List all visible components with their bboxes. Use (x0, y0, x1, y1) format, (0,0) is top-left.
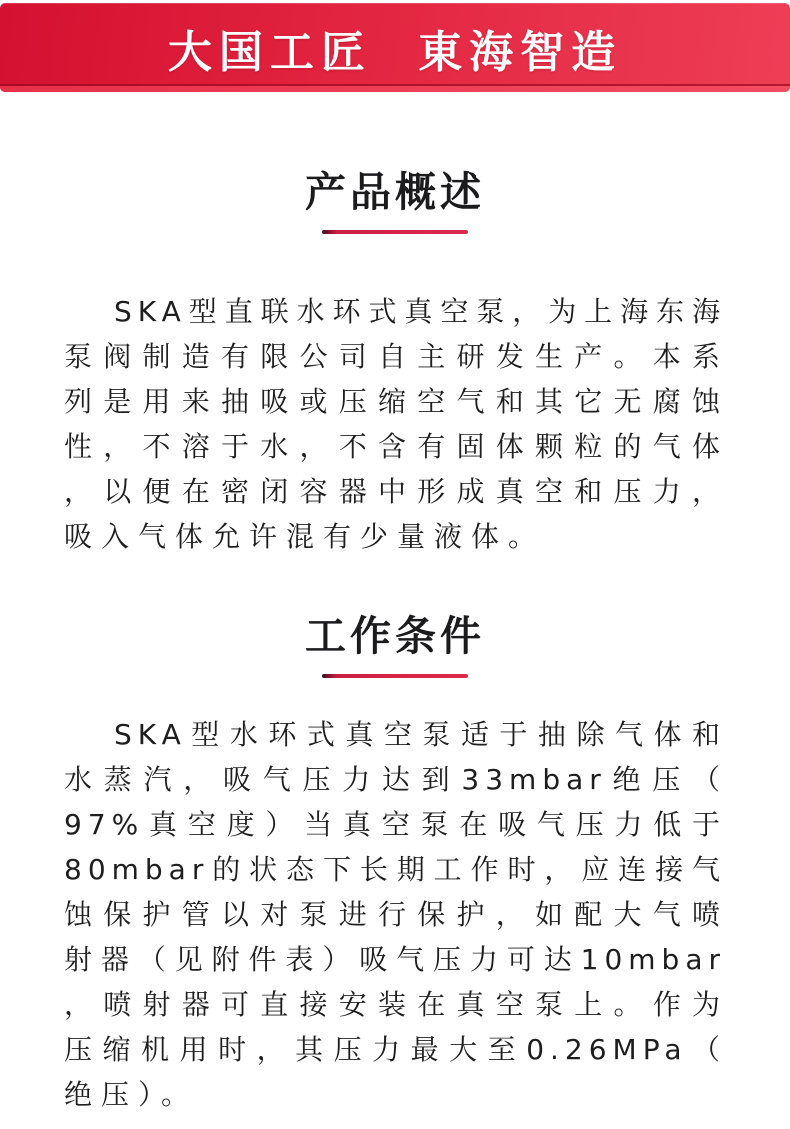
paragraph-line: 97%真空度）当真空泵在吸气压力低于 (64, 808, 726, 841)
paragraph-line: SKA型水环式真空泵适于抽除气体和 (114, 718, 726, 751)
section-heading-product-overview: 产品概述 (305, 168, 485, 216)
paragraph-line: 蚀保护管以对泵进行保护，如配大气喷 (64, 898, 726, 931)
heading-underline (322, 230, 468, 234)
paragraph-line: 压缩机用时，其压力最大至0.26MPa（ (64, 1033, 726, 1066)
paragraph-line: SKA型直联水环式真空泵，为上海东海 (114, 295, 726, 328)
paragraph-line: 80mbar的状态下长期工作时，应连接气 (64, 853, 726, 886)
paragraph-line: 射器（见附件表）吸气压力可达10mbar (64, 943, 726, 976)
paragraph-line: 性，不溶于水，不含有固体颗粒的气体 (64, 430, 726, 463)
paragraph-line: 水蒸汽，吸气压力达到33mbar绝压（ (64, 763, 726, 796)
paragraph-line: 吸入气体允许混有少量液体。 (64, 520, 546, 553)
section-heading-working-conditions: 工作条件 (305, 612, 485, 660)
paragraph-line: 绝压）。 (64, 1078, 199, 1111)
brand-banner (0, 3, 790, 92)
paragraph-line: 泵阀制造有限公司自主研发生产。本系 (64, 340, 726, 373)
paragraph-line: ，喷射器可直接安装在真空泵上。作为 (64, 988, 726, 1021)
heading-underline (322, 674, 468, 678)
paragraph-line: ，以便在密闭容器中形成真空和压力， (64, 475, 726, 508)
banner-title: 大国工匠 東海智造 (167, 26, 623, 78)
working-conditions-paragraph (64, 712, 726, 1117)
product-overview-paragraph (64, 289, 726, 559)
paragraph-line: 列是用来抽吸或压缩空气和其它无腐蚀 (64, 385, 726, 418)
